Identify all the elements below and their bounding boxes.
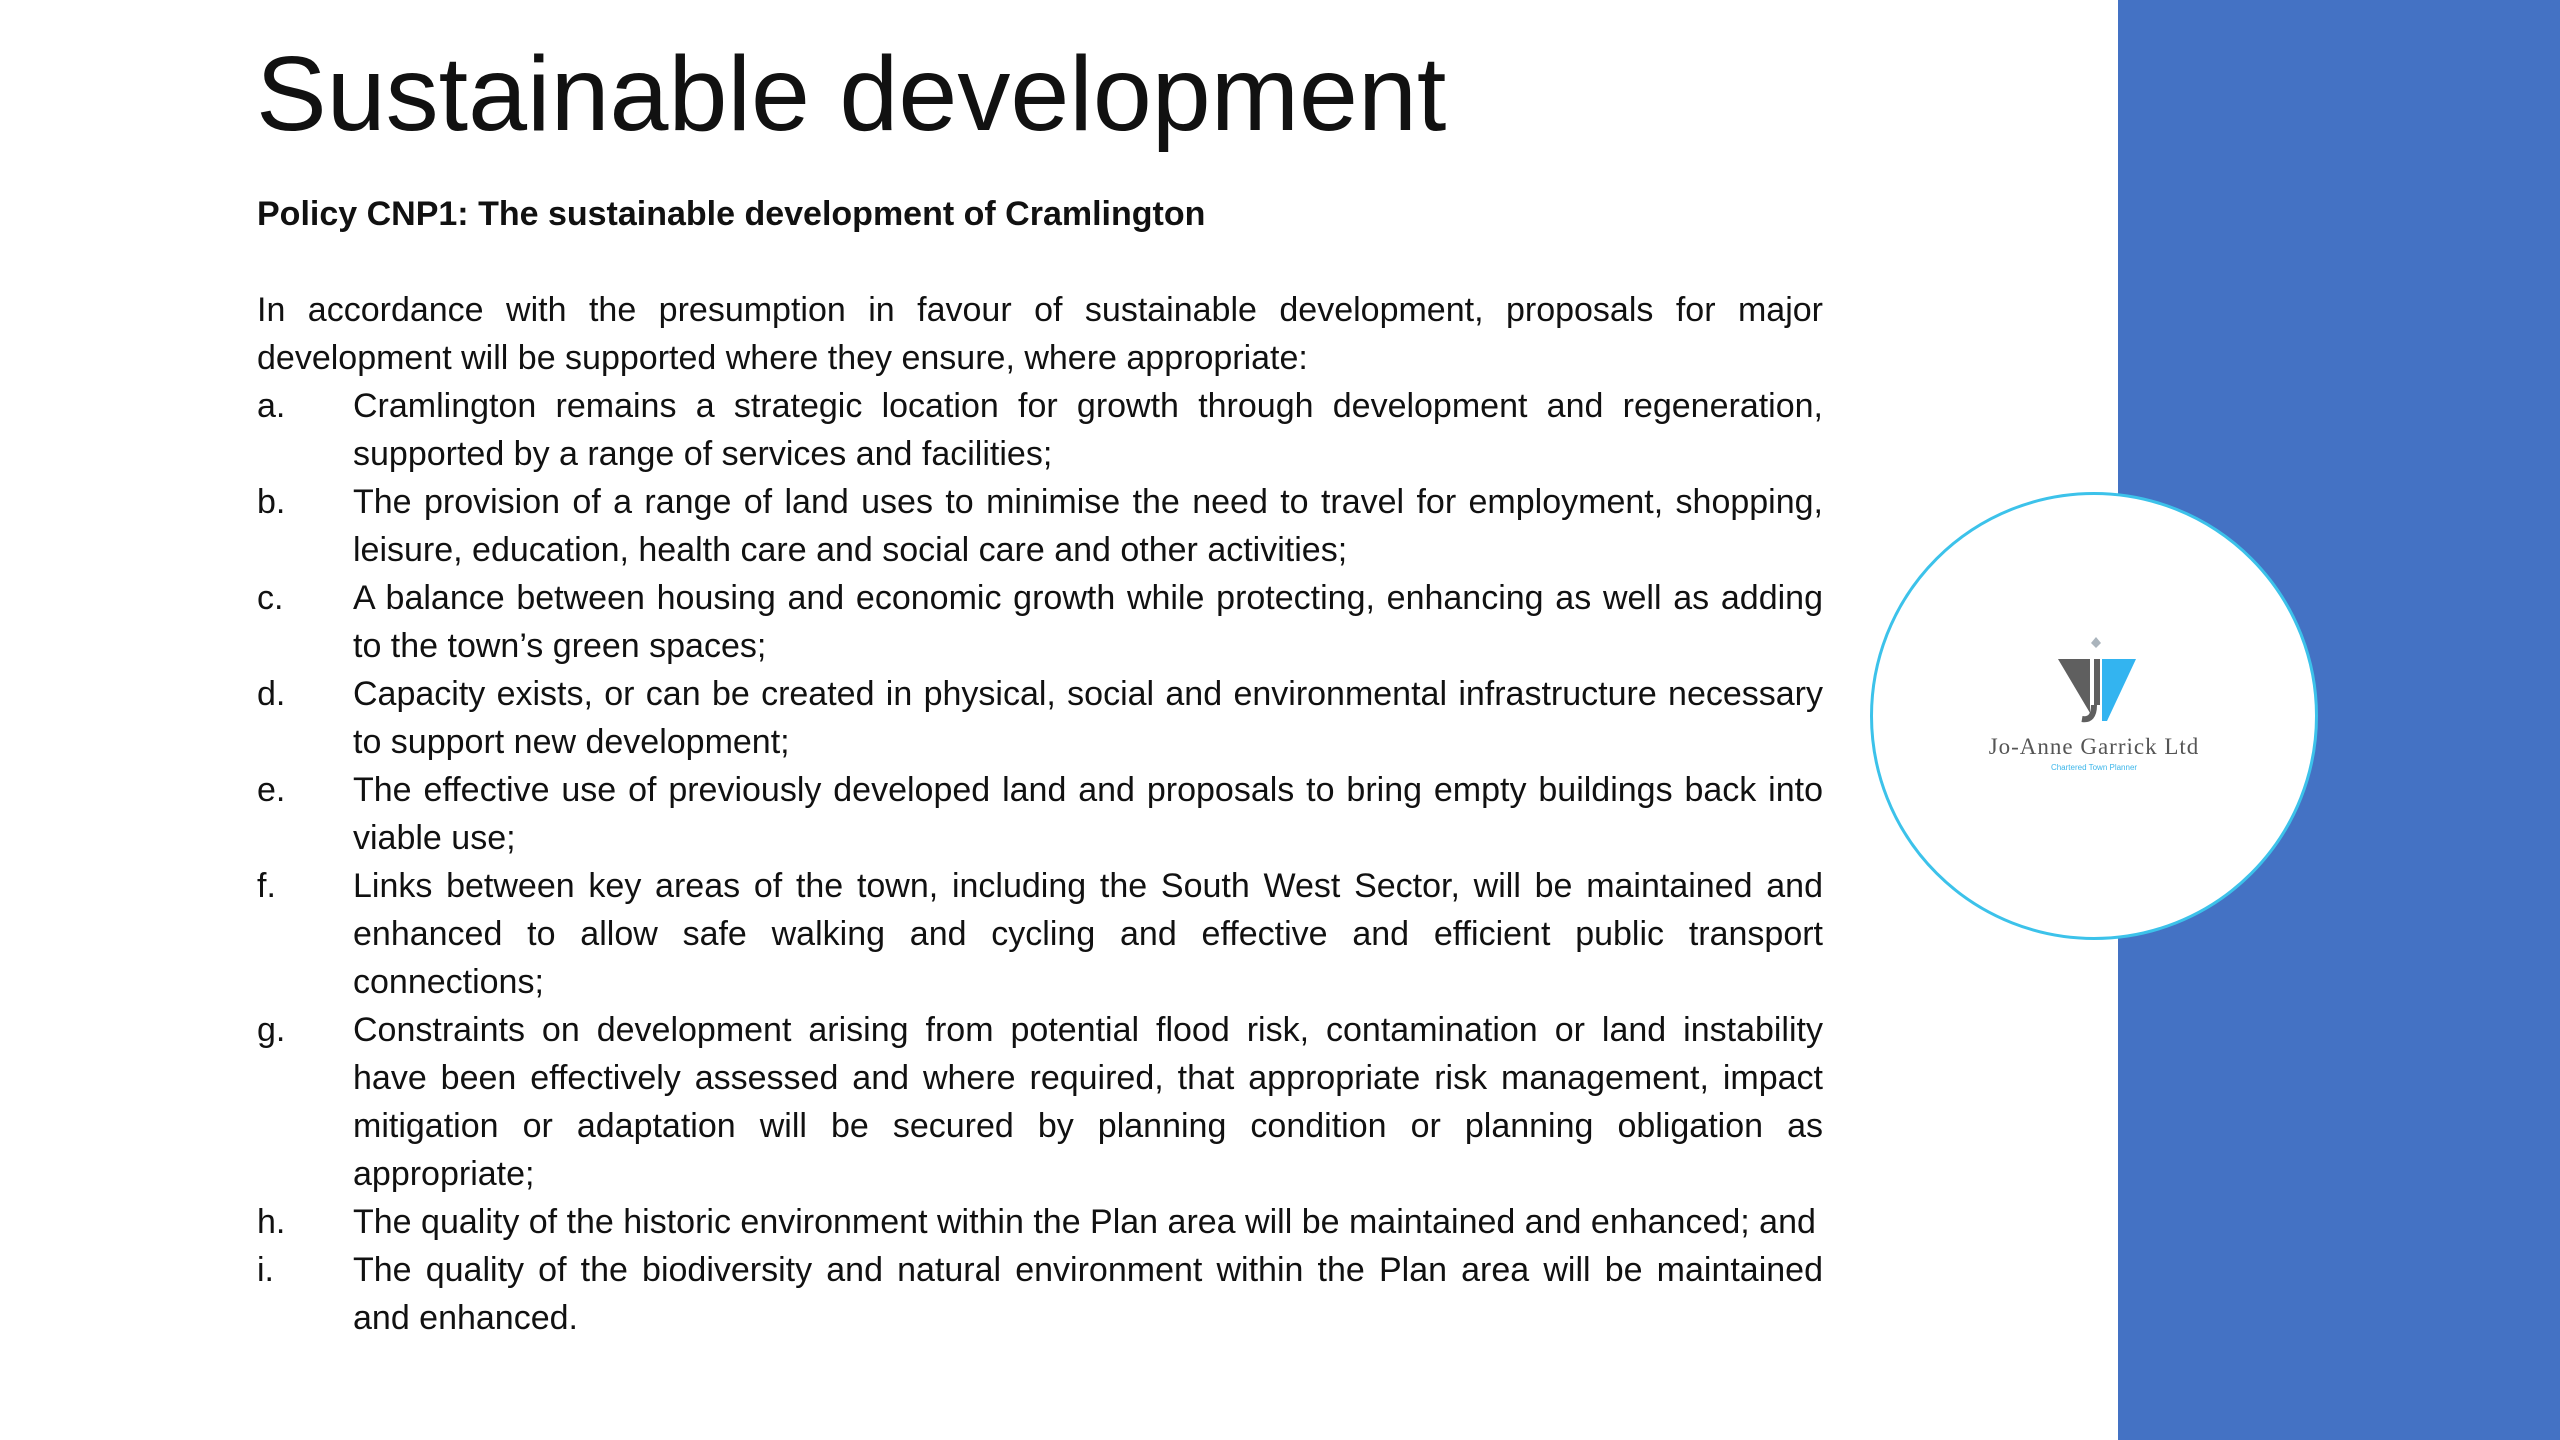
company-logo [1870,492,2318,940]
item-letter: a. [257,387,286,425]
item-text: Constraints on development arising from potential flood risk, contamination or land instability have been effectively assessed and where required, that appropriate risk management, impact mitigation or adaptation will be secured by planning condition or planning obligation as appropriate; [353,1011,1823,1193]
policy-item-g [257,1006,1823,1198]
policy-heading: Policy CNP1: The sustainable development of Cramlington [257,195,1206,233]
policy-item-f [257,862,1823,1006]
item-text: The provision of a range of land uses to minimise the need to travel for employment, shopping, leisure, education, health care and social care and other activities; [353,483,1823,569]
policy-item-e [257,766,1823,862]
item-text: The quality of the biodiversity and natural environment within the Plan area will be maintained and enhanced. [353,1251,1823,1337]
logo-tagline: Chartered Town Planner [2050,763,2138,772]
item-letter: h. [257,1203,286,1241]
policy-item-b [257,478,1823,574]
policy-item-i [257,1246,1823,1342]
item-text: A balance between housing and economic growth while protecting, enhancing as well as adding to the town’s green spaces; [353,579,1823,665]
item-letter: c. [257,579,284,617]
item-letter: e. [257,771,286,809]
diamond-j-logo-icon [2052,637,2142,729]
policy-item-a [257,382,1823,478]
item-letter: d. [257,675,286,713]
policy-item-d [257,670,1823,766]
policy-item-c [257,574,1823,670]
policy-intro: In accordance with the presumption in favour of sustainable development, proposals for major development will be supported where they ensure, where appropriate: [257,291,1823,377]
policy-criteria-list [257,382,1823,1342]
item-letter: g. [257,1011,286,1049]
policy-item-h [257,1198,1823,1246]
logo-company-name: Jo-Anne Garrick Ltd [1988,734,2200,759]
item-text: The quality of the historic environment within the Plan area will be maintained and enhanced; and [353,1203,1816,1241]
item-letter: f. [257,867,276,905]
item-text: The effective use of previously developed land and proposals to bring empty buildings back into viable use; [353,771,1823,857]
item-text: Links between key areas of the town, including the South West Sector, will be maintained and enhanced to allow safe walking and cycling and effective and efficient public transport connections; [353,867,1823,1001]
item-letter: b. [257,483,286,521]
item-text: Capacity exists, or can be created in physical, social and environmental infrastructure necessary to support new development; [353,675,1823,761]
item-letter: i. [257,1251,274,1289]
slide-title: Sustainable development [256,35,1447,153]
policy-content [257,190,1823,1342]
item-text: Cramlington remains a strategic location for growth through development and regeneration, supported by a range of services and facilities; [353,387,1823,473]
